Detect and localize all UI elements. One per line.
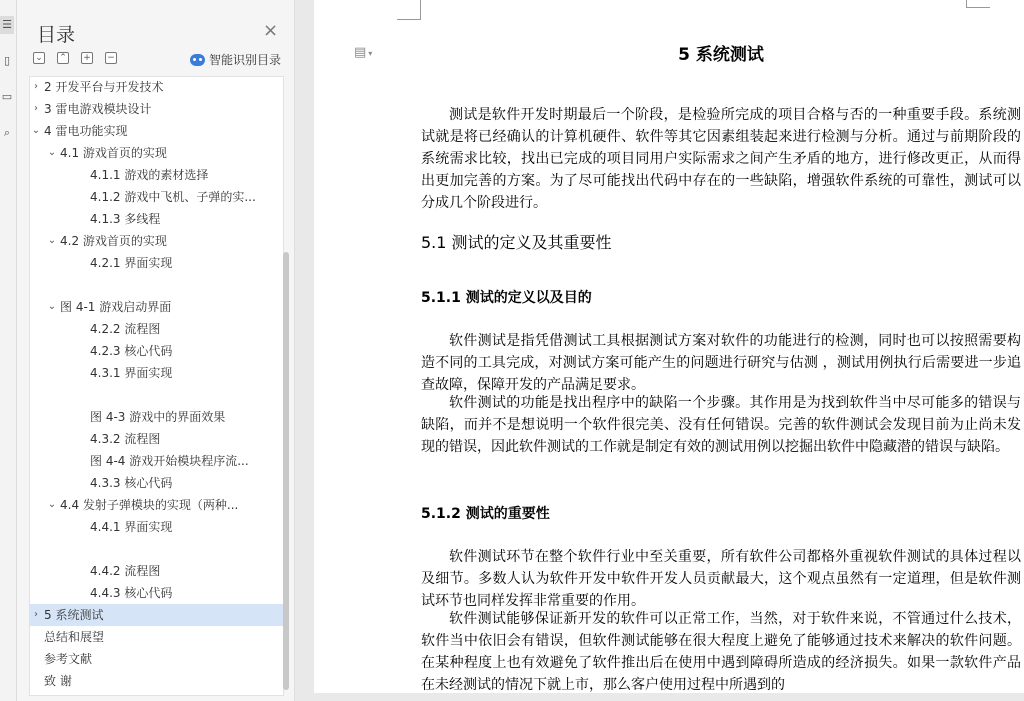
toc-panel-icon[interactable]: ☰ [0,16,14,34]
paragraph-format-icon[interactable]: ▤ ▾ [354,45,373,60]
toc-item-label: 4.2.2 流程图 [90,322,161,336]
toc-item[interactable] [30,604,283,626]
toc-item[interactable] [30,296,283,318]
toc-item[interactable] [30,164,283,186]
chevron-down-icon[interactable]: ⌄ [47,499,57,510]
toc-item[interactable] [30,582,283,604]
smart-recognize-label: 智能识别目录 [209,53,282,67]
add-heading-icon[interactable]: + [81,52,93,64]
toc-title: 目录 [37,24,76,46]
subsection-heading: 5.1.2 测试的重要性 [421,506,550,522]
toc-item-label: 图 4-1 游戏启动界面 [60,300,172,314]
toc-item[interactable] [30,340,283,362]
toc-item[interactable] [30,142,283,164]
toc-item[interactable] [30,494,283,516]
chevron-down-icon[interactable]: ⌄ [47,147,57,158]
toc-item[interactable] [30,98,283,120]
toc-item-label: 图 4-4 游戏开始模块程序流... [90,454,249,468]
toc-item-label: 4.3.2 流程图 [90,432,161,446]
toc-item-label: 5 系统测试 [44,608,104,622]
toc-item-label: 总结和展望 [44,630,105,644]
ai-robot-icon [190,54,205,66]
toc-item[interactable] [30,186,283,208]
paragraph: 软件测试能够保证新开发的软件可以正常工作，当然，对于软件来说，不管通过什么技术，软件当中依旧会有错误，但软件测试能够在很大程度上避免了能够通过技术来解决的软件问题。在某种程度上也有效避免了软件推出后在使用中遇到障碍所造成的经济损失。如果一款软件产品在未经测试的情况下就上市，那么客户使用过程中所遇到的 [421,611,1021,693]
toc-item-label: 致 谢 [44,674,72,688]
chevron-right-icon[interactable]: › [34,609,38,620]
toc-item[interactable] [30,230,283,252]
toc-item[interactable] [30,208,283,230]
margin-corner-mark [397,0,421,20]
paragraph: 测试是软件开发时期最后一个阶段，是检验所完成的项目合格与否的一种重要手段。系统测试就是将已经确认的计算机硬件、软件等其它因素组装起来进行检测与分析。通过与前期阶段的系统需求比较，找出已完成的项目同用户实际需求之间产生矛盾的地方，进行修改更正，从而得出更加完善的方案。为了尽可能找出代码中存在的一些缺陷，增强软件系统的可靠性，测试可以分成几个阶段进行。 [421,107,1021,211]
toc-item[interactable] [30,76,283,98]
toc-item[interactable] [30,450,283,472]
toc-item-label: 4.4.2 流程图 [90,564,161,578]
page-gap [296,693,1024,701]
toc-item-label: 4.1.1 游戏的素材选择 [90,168,209,182]
toc-item[interactable] [30,406,283,428]
document-page[interactable] [314,0,1024,701]
chevron-right-icon[interactable]: › [34,81,38,92]
chevron-right-icon[interactable]: › [34,103,38,114]
toc-item[interactable] [30,318,283,340]
toc-item[interactable] [30,670,283,692]
toc-item[interactable] [30,538,283,560]
left-icon-rail [0,0,17,701]
bookmark-icon[interactable]: ▯ [3,54,11,67]
toc-item-label: 4.1.2 游戏中飞机、子弹的实... [90,190,256,204]
toc-item[interactable] [30,384,283,406]
toc-tree [29,76,284,696]
page-thumbnail-icon[interactable]: ▭ [1,90,13,103]
toc-item[interactable] [30,648,283,670]
toc-item-label: 4.3.3 核心代码 [90,476,173,490]
toc-scrollbar-thumb[interactable] [283,252,289,690]
toc-item-label: 4 雷电功能实现 [44,124,128,138]
toc-item-label: 4.1 游戏首页的实现 [60,146,167,160]
toc-item-label: 参考文献 [44,652,93,666]
collapse-all-icon[interactable]: ⌃ [57,52,69,64]
smart-recognize-toc-button[interactable] [190,51,281,68]
toc-item[interactable] [30,252,283,274]
chapter-heading: 5 系统测试 [678,45,764,65]
toc-item-label: 4.2.3 核心代码 [90,344,173,358]
close-icon[interactable]: × [263,20,279,41]
toc-item-label: 4.4 发射子弹模块的实现（两种... [60,498,239,512]
paragraph: 软件测试是指凭借测试工具根据测试方案对软件的功能进行的检测，同时也可以按照需要构造不同的工具完成，对测试方案可能产生的问题进行研究与估测 ，测试用例执行后需要进一步追查故障，保障开发的产品满足要求。 [421,333,1021,393]
toc-item-label: 3 雷电游戏模块设计 [44,102,152,116]
toc-item-label: 4.2.1 界面实现 [90,256,173,270]
toc-item[interactable] [30,274,283,296]
toc-item-label: 4.1.3 多线程 [90,212,161,226]
chevron-down-icon[interactable]: ⌄ [47,235,57,246]
toc-item[interactable] [30,626,283,648]
remove-heading-icon[interactable]: − [105,52,117,64]
toc-item[interactable] [30,516,283,538]
toc-item[interactable] [30,428,283,450]
toc-panel [17,0,295,701]
toc-item[interactable] [30,560,283,582]
toc-item-label: 4.2 游戏首页的实现 [60,234,167,248]
section-heading: 5.1 测试的定义及其重要性 [421,233,612,252]
toc-item-label: 4.3.1 界面实现 [90,366,173,380]
toc-item-label: 2 开发平台与开发技术 [44,80,164,94]
toc-item[interactable] [30,472,283,494]
toc-item-label: 4.4.3 核心代码 [90,586,173,600]
toc-item[interactable] [30,362,283,384]
document-canvas[interactable] [296,0,1024,701]
margin-corner-mark [966,0,990,8]
subsection-heading: 5.1.1 测试的定义以及目的 [421,290,592,306]
toc-item-label: 图 4-3 游戏中的界面效果 [90,410,226,424]
expand-all-icon[interactable]: ⌄ [33,52,45,64]
paragraph: 软件测试的功能是找出程序中的缺陷一个步骤。其作用是为找到软件当中尽可能多的错误与缺陷，而并不是想说明一个软件很完美、没有任何错误。完善的软件测试会发现目前为止尚未发现的错误，因此软件测试的工作就是制定有效的测试用例以挖掘出软件中隐藏潜的错误与缺陷。 [421,395,1021,455]
chevron-down-icon[interactable]: ⌄ [47,301,57,312]
paragraph: 软件测试环节在整个软件行业中至关重要，所有软件公司都格外重视软件测试的具体过程以及细节。多数人认为软件开发中软件开发人员贡献最大，这个观点虽然有一定道理，但是软件测试环节也同样发挥非常重要的作用。 [421,549,1021,609]
search-icon[interactable]: ⌕ [3,126,11,139]
chevron-down-icon[interactable]: ⌄ [31,125,41,136]
toc-item-label: 4.4.1 界面实现 [90,520,173,534]
toc-item[interactable] [30,120,283,142]
